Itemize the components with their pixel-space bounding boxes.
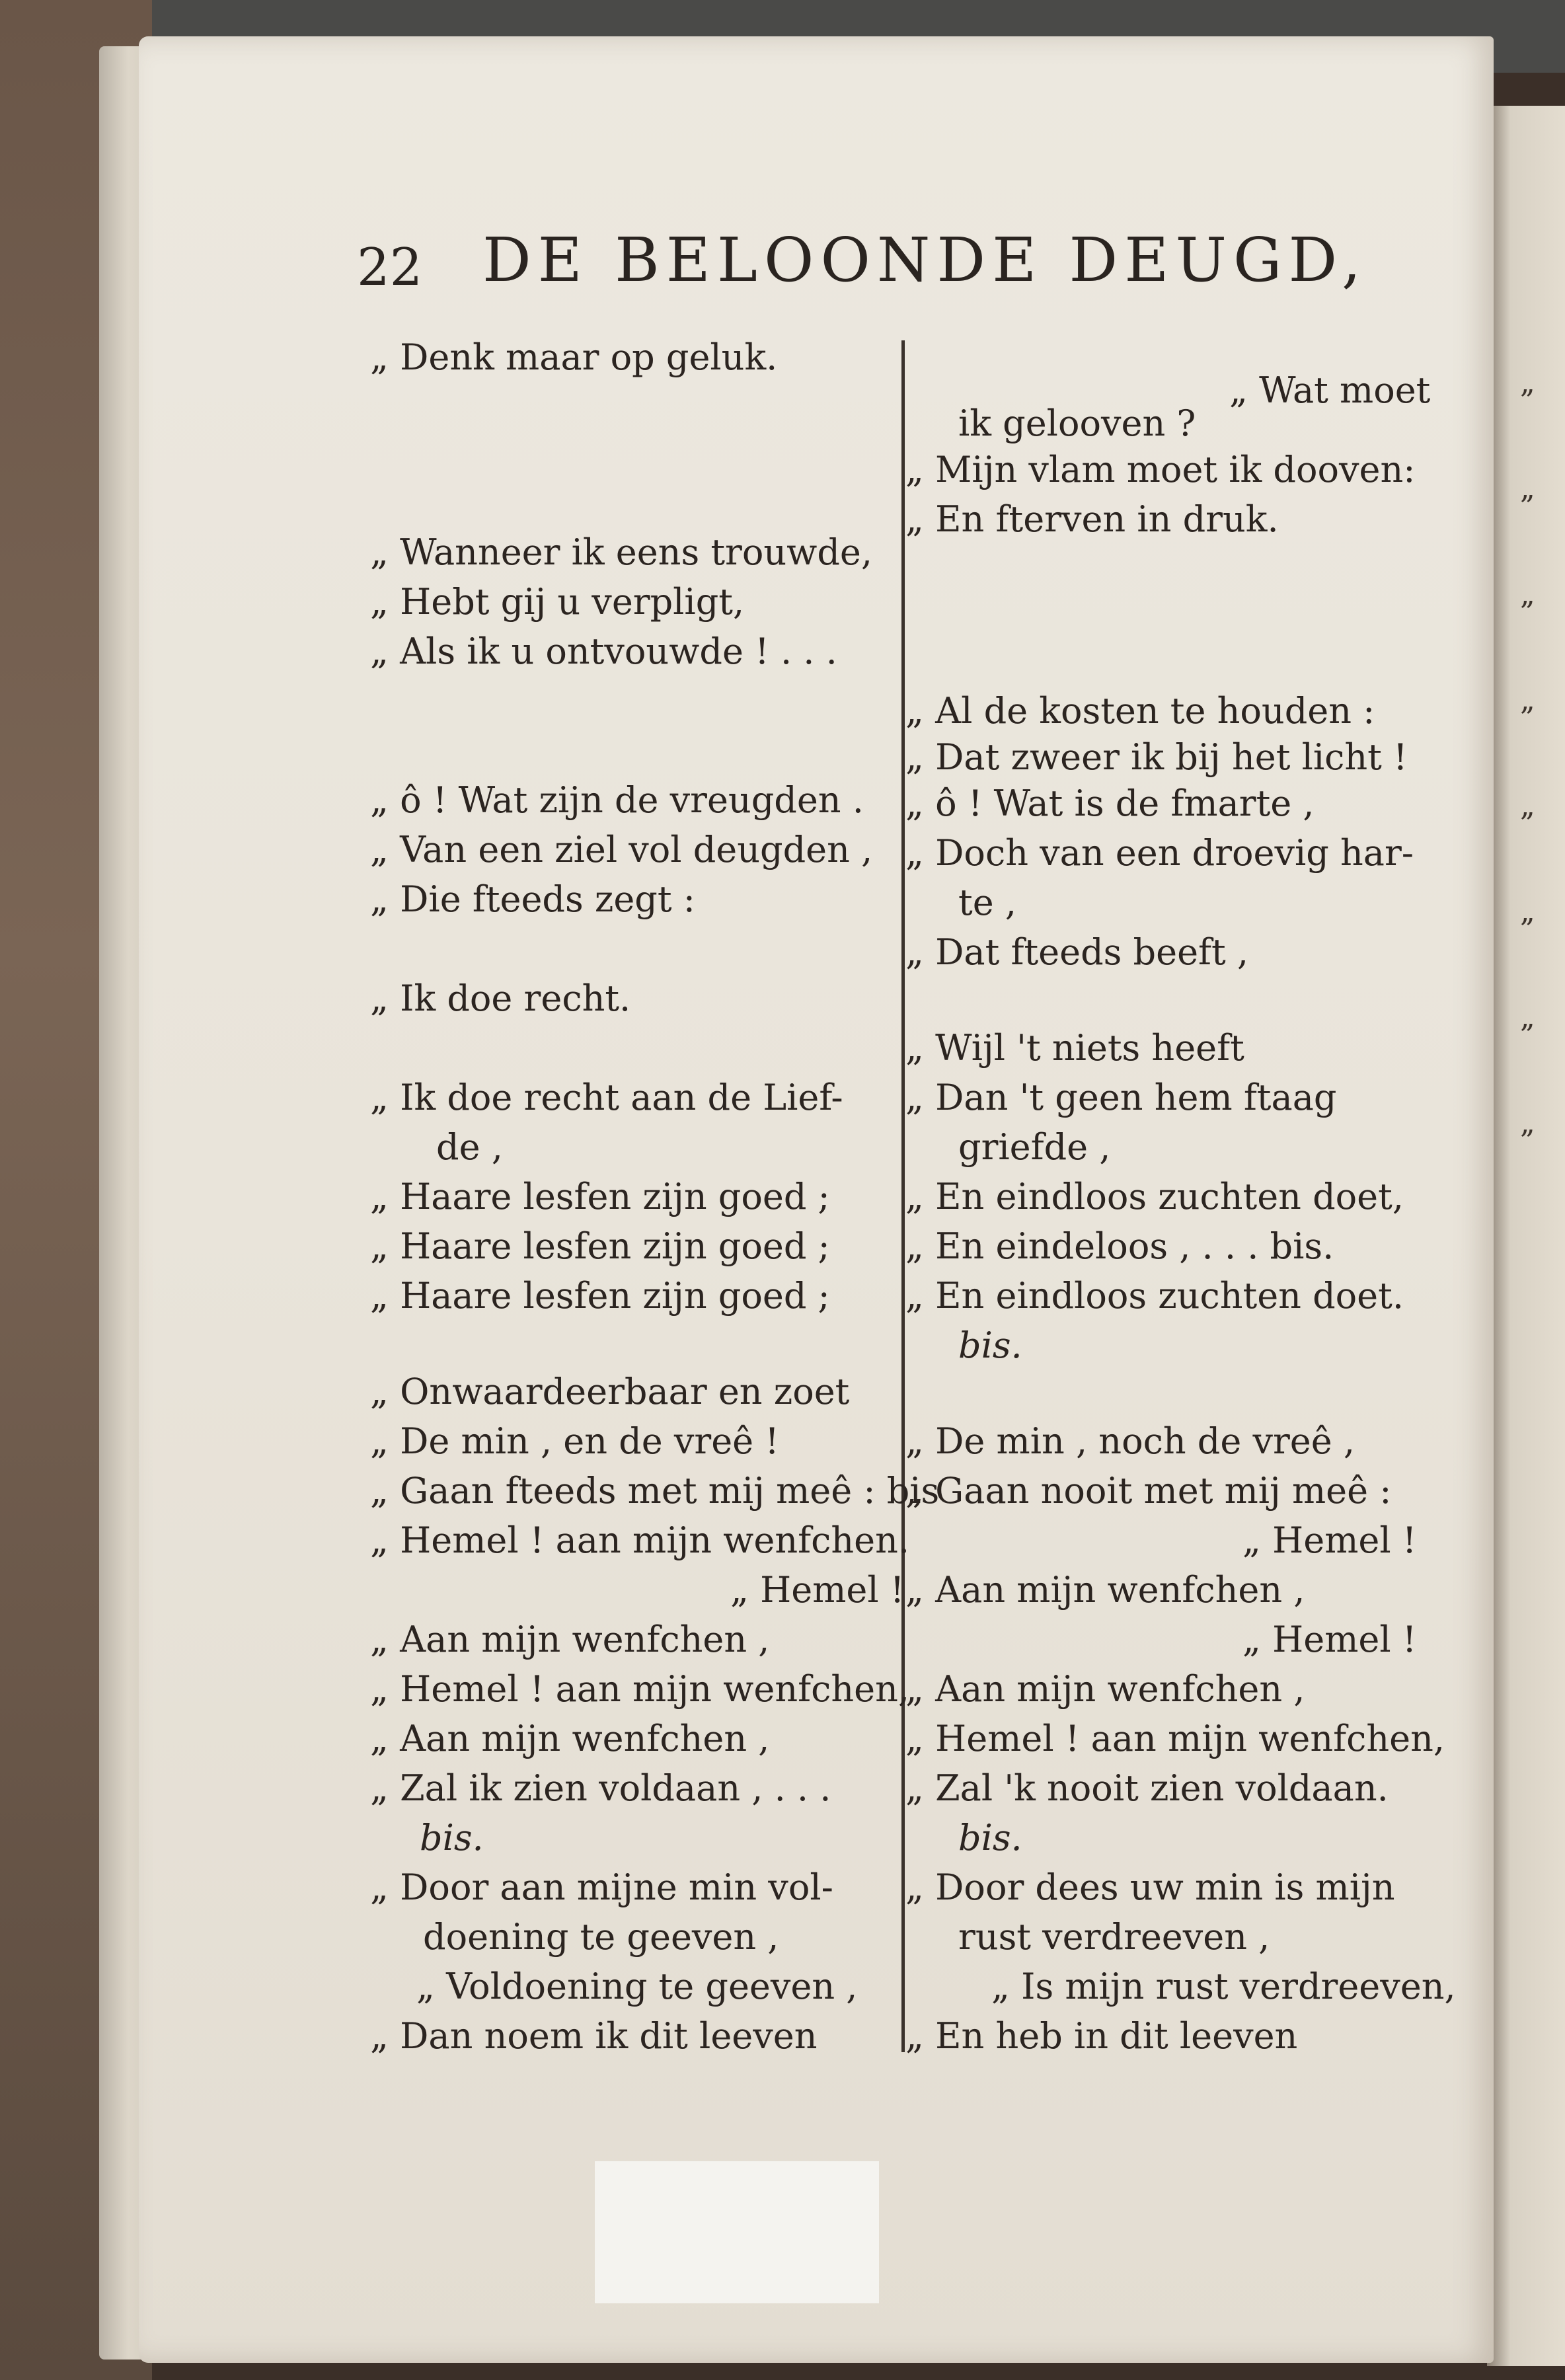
verse-line: „ Door dees uw min is mijn — [905, 1866, 1395, 1908]
verse-line: „ Haare lesfen zijn goed ; — [370, 1176, 830, 1217]
verse-line: „ De min , en de vreê ! — [370, 1420, 779, 1462]
verse-line: „ Zal ik zien voldaan , . . . — [370, 1767, 831, 1809]
column-divider — [901, 340, 905, 2052]
verse-line: „ Al de kosten te houden : — [905, 690, 1375, 732]
verse-line: „ ô ! Wat zijn de vreugden . — [370, 779, 864, 821]
running-title: DE BELOONDE DEUGD, — [482, 225, 1368, 295]
verse-line: „ Hemel ! — [730, 1569, 905, 1611]
verse-line: „ Aan mijn wenfchen , — [370, 1718, 770, 1759]
verse-line: „ Denk maar op geluk. — [370, 336, 778, 378]
verse-line: „ Dan 't geen hem ftaag — [905, 1077, 1337, 1118]
verse-line: bis. — [420, 1817, 484, 1859]
verse-line: „ Zal 'k nooit zien voldaan. — [905, 1767, 1389, 1809]
verse-line: bis. — [958, 1817, 1022, 1859]
verse-line: „ Ik doe recht aan de Lief- — [370, 1077, 843, 1118]
verse-line: „ Gaan fteeds met mij meê : bis — [370, 1470, 940, 1512]
page-number: 22 — [357, 238, 423, 297]
verse-line: „ Die fteeds zegt : — [370, 878, 695, 920]
page-header — [357, 225, 1368, 317]
verse-line: griefde , — [958, 1126, 1111, 1168]
verse-line: „ Aan mijn wenfchen , — [905, 1569, 1305, 1611]
verse-line: „ En eindloos zuchten doet, — [905, 1176, 1404, 1217]
white-label-patch — [595, 2161, 879, 2303]
verse-line: „ Ik doe recht. — [370, 978, 631, 1019]
verse-line: „ Hebt gij u verpligt, — [370, 581, 745, 623]
facing-page-marks: „ „ „ „ „ „ „ „ — [1520, 366, 1535, 1140]
verse-line: te , — [958, 882, 1016, 923]
verse-line: „ De min , noch de vreê , — [905, 1420, 1355, 1462]
verse-line: „ Aan mijn wenfchen , — [905, 1668, 1305, 1710]
verse-line: „ En eindloos zuchten doet. — [905, 1275, 1404, 1317]
verse-line: „ En fterven in druk. — [905, 498, 1279, 540]
verse-line: „ Onwaardeerbaar en zoet — [370, 1371, 850, 1412]
verse-line: „ Wat moet — [1229, 369, 1431, 411]
verse-line: bis. — [958, 1324, 1022, 1366]
verse-line: „ Hemel ! aan mijn wenfchen, — [905, 1718, 1445, 1759]
verse-line: „ Haare lesfen zijn goed ; — [370, 1225, 830, 1267]
verse-line: „ Hemel ! aan mijn wenfchen. — [370, 1519, 910, 1561]
verse-line: „ Is mijn rust verdreeven, — [991, 1966, 1456, 2007]
verse-line: de , — [436, 1126, 503, 1168]
verse-line: „ ô ! Wat is de fmarte , — [905, 783, 1315, 824]
verse-line: „ Hemel ! — [1242, 1619, 1417, 1660]
verse-line: „ Als ik u ontvouwde ! . . . — [370, 631, 837, 672]
verse-line: „ Gaan nooit met mij meê : — [905, 1470, 1392, 1512]
verse-line: doening te geeven , — [423, 1916, 779, 1958]
verse-line: „ En eindeloos , . . . bis. — [905, 1225, 1334, 1267]
verse-line: „ Door aan mijne min vol- — [370, 1866, 833, 1908]
verse-line: rust verdreeven , — [958, 1916, 1270, 1958]
verse-line: „ Hemel ! — [1242, 1519, 1417, 1561]
verse-line: „ Dan noem ik dit leeven — [370, 2015, 818, 2057]
verse-line: „ Wijl 't niets heeft — [905, 1027, 1244, 1069]
verse-line: „ Dat fteeds beeft , — [905, 931, 1249, 973]
verse-line: „ Doch van een droevig har- — [905, 832, 1414, 874]
verse-line: „ Dat zweer ik bij het licht ! — [905, 736, 1408, 778]
verse-line: „ Aan mijn wenfchen , — [370, 1619, 770, 1660]
verse-line: „ Wanneer ik eens trouwde, — [370, 531, 873, 573]
verse-line: „ Hemel ! aan mijn wenfchen, — [370, 1668, 910, 1710]
verse-line: „ En heb in dit leeven — [905, 2015, 1298, 2057]
verse-line: „ Voldoening te geeven , — [416, 1966, 858, 2007]
verse-line: ik gelooven ? — [958, 403, 1196, 444]
verse-line: „ Haare lesfen zijn goed ; — [370, 1275, 830, 1317]
verse-line: „ Van een ziel vol deugden , — [370, 829, 873, 870]
verse-line: „ Mijn vlam moet ik dooven: — [905, 449, 1416, 490]
